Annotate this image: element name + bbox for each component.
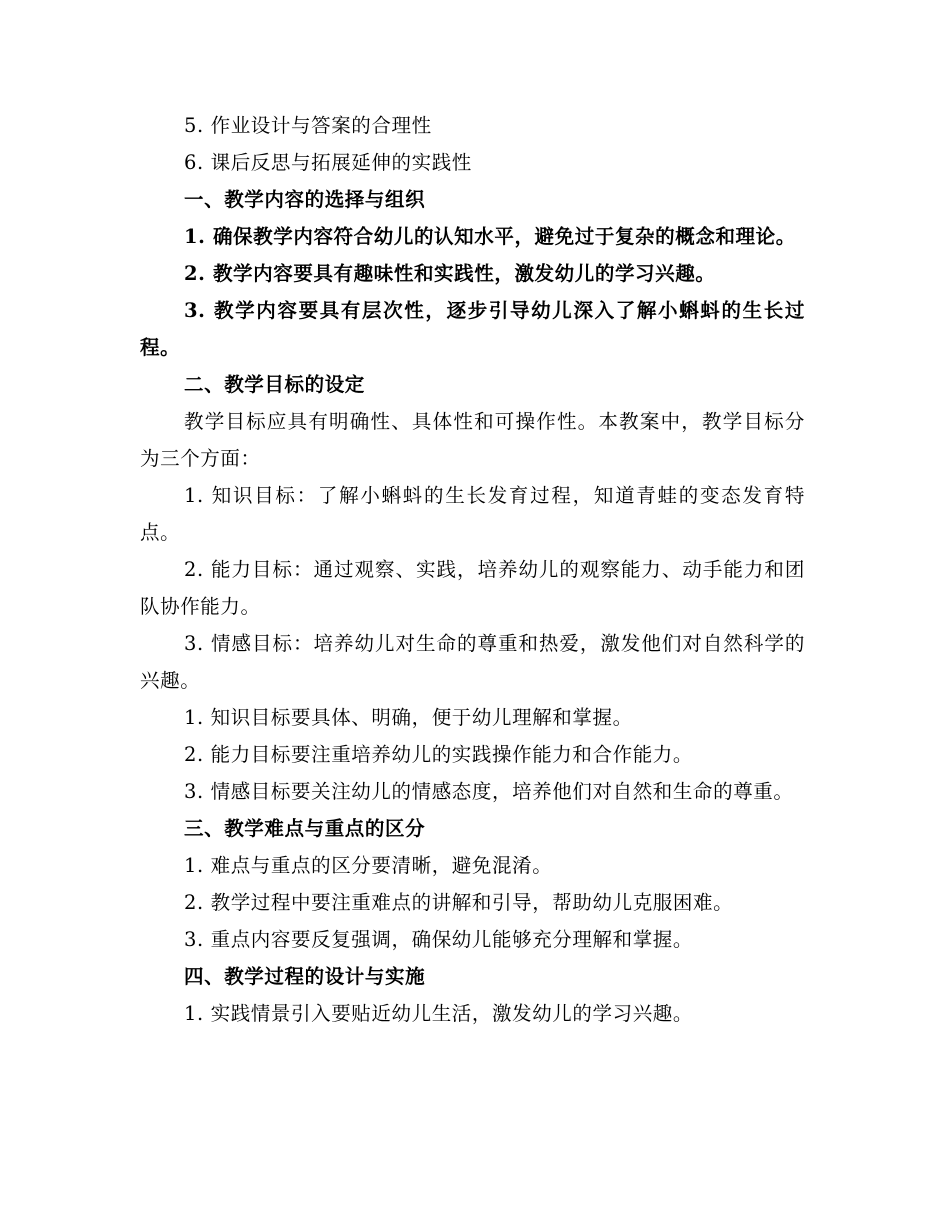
list-item: 1. 知识目标要具体、明确，便于幼儿理解和掌握。: [184, 706, 633, 729]
list-item: 1. 确保教学内容符合幼儿的认知水平，避免过于复杂的概念和理论。: [184, 225, 796, 248]
list-item: 2. 能力目标要注重培养幼儿的实践操作能力和合作能力。: [184, 743, 694, 766]
section-heading: 三、教学难点与重点的区分: [184, 817, 426, 840]
list-item: 1. 难点与重点的区分要清晰，避免混淆。: [184, 854, 553, 877]
list-item: 1. 知识目标：了解小蝌蚪的生长发育过程，知道青蛙的变态发育特点。: [140, 484, 805, 544]
list-item: 1. 实践情景引入要贴近幼儿生活，激发幼儿的学习兴趣。: [184, 1002, 694, 1025]
list-item: 6. 课后反思与拓展延伸的实践性: [184, 151, 472, 174]
section-heading: 二、教学目标的设定: [184, 373, 365, 396]
section-heading: 一、教学内容的选择与组织: [184, 188, 426, 211]
list-item: 3. 重点内容要反复强调，确保幼儿能够充分理解和掌握。: [184, 928, 694, 951]
list-item: 5. 作业设计与答案的合理性: [184, 114, 432, 137]
list-item: 3. 教学内容要具有层次性，逐步引导幼儿深入了解小蝌蚪的生长过程。: [140, 299, 805, 359]
list-item: 3. 情感目标要关注幼儿的情感态度，培养他们对自然和生命的尊重。: [184, 780, 794, 803]
section-heading: 四、教学过程的设计与实施: [184, 965, 426, 988]
list-item: 2. 能力目标：通过观察、实践，培养幼儿的观察能力、动手能力和团队协作能力。: [140, 558, 805, 618]
list-item: 2. 教学内容要具有趣味性和实践性，激发幼儿的学习兴趣。: [184, 262, 716, 285]
body-paragraph: 教学目标应具有明确性、具体性和可操作性。本教案中，教学目标分为三个方面：: [140, 410, 805, 470]
document-body: [140, 107, 805, 1032]
list-item: 3. 情感目标：培养幼儿对生命的尊重和热爱，激发他们对自然科学的兴趣。: [140, 632, 805, 692]
list-item: 2. 教学过程中要注重难点的讲解和引导，帮助幼儿克服困难。: [184, 891, 734, 914]
